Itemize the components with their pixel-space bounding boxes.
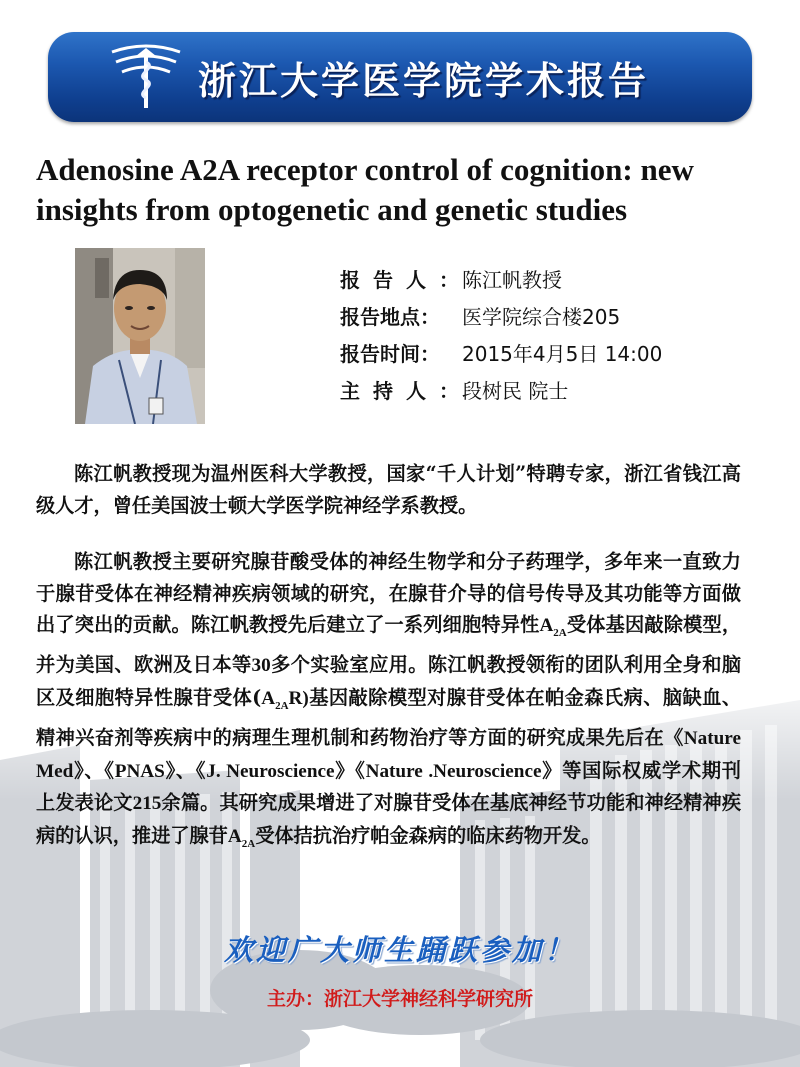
bio-text: 》《 — [334, 758, 366, 782]
bio-text: 基因敲除模型对腺苷受体在帕金森氏病、脑缺血、精神兴奋剂等疾病中的病理生理机制和药物治疗等方面的研究成果先后在《 — [36, 685, 742, 750]
organizer-line: 主办：浙江大学神经科学研究所 — [266, 988, 533, 1010]
paper-count: 215 — [132, 793, 162, 815]
speaker-row — [340, 262, 662, 299]
welcome-slogan: 欢迎广大师生踊跃参加！ — [223, 933, 576, 967]
bio-text: 多个实验室应用。陈江帆教授领衔的团队利用全身和脑区及细胞特异性腺苷受体( — [36, 653, 742, 709]
host-label: 主持人： — [340, 379, 472, 403]
bio-text: 余篇。其研究成果增进了对腺苷受体在基底神经节功能和神经精神疾病的认识，推进了腺苷 — [36, 791, 742, 847]
bio-text: 陈江帆教授主要研究腺苷酸受体的神经生物学和分子药理学，多年来一直致力于腺苷受体在神经精神疾病领域的研究，在腺苷介导的信号传导及其功能等方面做出了突出的贡献。陈江帆教授先后建立了一系列细胞特异性 — [36, 550, 741, 636]
journal-name: PNAS — [114, 760, 165, 782]
host-value: 段树民 院士 — [462, 379, 569, 403]
speaker-portrait-image — [75, 248, 205, 424]
time-label: 报告时间： — [340, 342, 440, 366]
bio-text: 》、《 — [164, 758, 207, 782]
speaker-label: 报告人： — [340, 268, 472, 292]
location-value: 医学院综合楼205 — [462, 305, 621, 329]
banner-title: 浙江大学医学院学术报告 — [198, 59, 650, 103]
receptor-symbol: $A_{2A}R$) — [261, 687, 309, 712]
journal-name: Nature Med — [36, 728, 741, 782]
caduceus-emblem-icon — [106, 42, 186, 112]
receptor-symbol: $A_{2A}$ — [539, 615, 567, 639]
journal-name: Nature .Neuroscience — [365, 760, 542, 782]
journal-name: J. Neuroscience — [206, 760, 335, 782]
location-label: 报告地点： — [340, 305, 440, 329]
bio-text: 》、《 — [73, 758, 115, 782]
talk-title: Adenosine A2A receptor control of cognition: new insights from optogenetic and genetic studies — [36, 152, 694, 227]
bio-text: 受体拮抗治疗帕金森病的临床药物开发。 — [255, 823, 601, 847]
host-row — [340, 373, 662, 410]
bio-text: 受体基因敲除模型，并为美国、欧洲及日本等 — [36, 613, 742, 677]
speaker-photo — [75, 248, 205, 424]
receptor-symbol: $A_{2A}$ — [227, 825, 256, 850]
lab-count: 30 — [251, 655, 271, 677]
header-banner — [48, 32, 752, 122]
bio-paragraph-1: 陈江帆教授现为温州医科大学教授，国家“千人计划”特聘专家，浙江省钱江高级人才，曾任美国波士顿大学医学院神经学系教授。 — [36, 462, 741, 517]
bio-paragraph-2 — [36, 546, 741, 860]
talk-info — [340, 262, 662, 410]
time-value: 2015年4月5日 14:00 — [462, 342, 663, 366]
bio-text: 》等国际权威学术期刊上发表论文 — [36, 758, 741, 815]
time-row — [340, 336, 662, 373]
location-row — [340, 299, 662, 336]
speaker-value: 陈江帆教授 — [462, 268, 562, 292]
